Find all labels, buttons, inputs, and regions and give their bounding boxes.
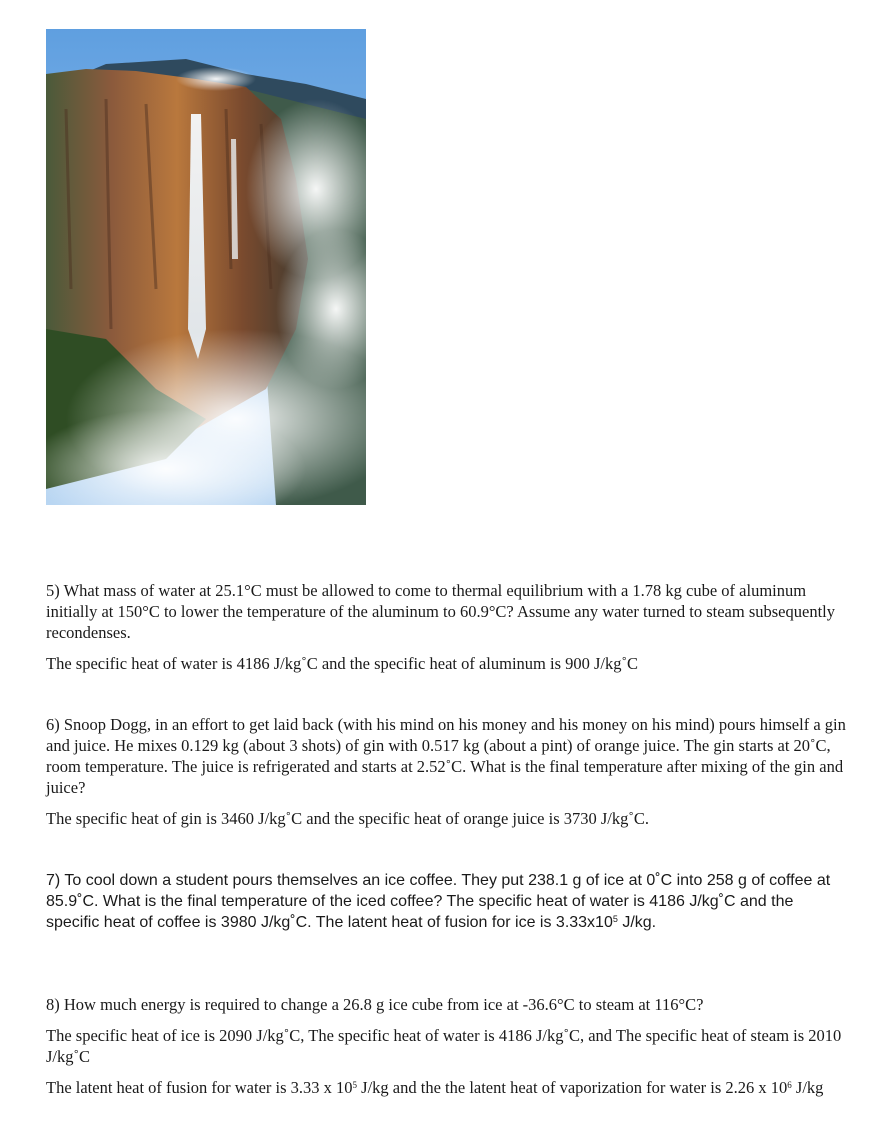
problem-5-given: The specific heat of water is 4186 J/kg˚C and the specific heat of aluminum is 900 J/kg˚C [46, 654, 639, 673]
problem-8-given-specific-heats: The specific heat of ice is 2090 J/kg˚C, The specific heat of water is 4186 J/kg˚C, and The specific heat of steam is 2010 J/kg˚C [46, 1026, 842, 1066]
problem-6 [46, 714, 846, 829]
problem-7 [46, 870, 846, 933]
latent-text-a: The latent heat of fusion for water is 3.33 x 10 [46, 1078, 353, 1097]
problem-7-question [46, 870, 846, 933]
problem-8 [46, 994, 846, 1098]
latent-text-c: J/kg [791, 1078, 824, 1097]
problem-7-text: 7) To cool down a student pours themselves an ice coffee. They put 238.1 g of ice at 0˚C into 258 g of coffee at 85.9˚C. What is the final temperature of the iced coffee? The specific heat of water is 4186 J/kg˚C and the specific heat of coffee is 3980 J/kg˚C. The latent heat of fusion for ice is 3.33x10 [46, 872, 831, 931]
problem-7-unit: J/kg. [617, 914, 657, 931]
problem-6-given: The specific heat of gin is 3460 J/kg˚C and the specific heat of orange juice is 3730 J/kg˚C. [46, 809, 650, 828]
latent-exponent-b: 6 [787, 1080, 792, 1090]
problem-5-question: 5) What mass of water at 25.1°C must be allowed to come to thermal equilibrium with a 1.78 kg cube of aluminum initially at 150°C to lower the temperature of the aluminum to 60.9°C? Assume any water turned to steam subsequently recondenses. [46, 581, 835, 642]
problem-8-given-latent-heats [46, 1077, 846, 1098]
problem-7-exponent: 5 [612, 914, 618, 924]
problem-8-question: 8) How much energy is required to change a 26.8 g ice cube from ice at -36.6°C to steam at 116°C? [46, 995, 704, 1014]
problem-6-question: 6) Snoop Dogg, in an effort to get laid back (with his mind on his money and his money on his mind) pours himself a gin and juice. He mixes 0.129 kg (about 3 shots) of gin with 0.517 kg (about a pint) of orange juice. The gin starts at 20˚C, room temperature. The juice is refrigerated and starts at 2.52˚C. What is the final temperature after mixing of the gin and juice? [46, 715, 846, 797]
latent-text-b: J/kg and the the latent heat of vaporization for water is 2.26 x 10 [357, 1078, 788, 1097]
waterfall-photo [46, 29, 366, 505]
problem-5 [46, 580, 846, 674]
latent-exponent-a: 5 [352, 1080, 358, 1090]
